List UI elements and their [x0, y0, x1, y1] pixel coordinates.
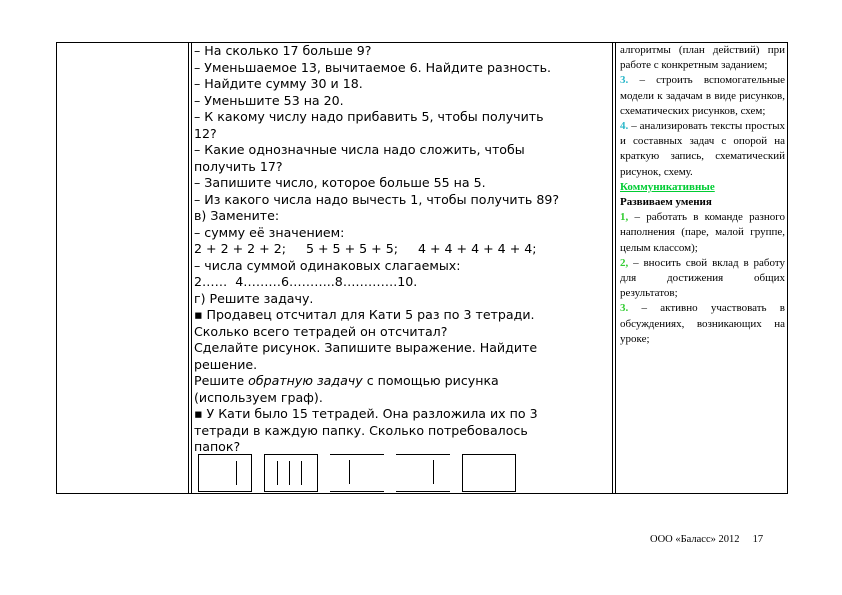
skill-paragraph [620, 119, 788, 180]
column-divider [188, 42, 189, 494]
section-heading: Коммуникативные [620, 180, 715, 193]
folder-box [462, 454, 516, 492]
task-line: – Запишите число, которое больше 55 на 5. [194, 175, 486, 190]
task-line: – Уменьшаемое 13, вычитаемое 6. Найдите разность. [194, 59, 552, 75]
skill-paragraph: алгоритмы (план действий) при работе с конкретным заданием; [620, 44, 785, 72]
folder-box [264, 454, 318, 492]
task-line: папок? [194, 439, 241, 454]
skill-paragraph [620, 301, 788, 347]
task-line: Сколько всего тетрадей он отсчитал? [194, 323, 448, 339]
task-line: – числа суммой одинаковых слагаемых: [194, 257, 461, 273]
task-line: – К какому числу надо прибавить 5, чтобы получить [194, 109, 544, 124]
task-line: тетради в каждую папку. Сколько потребовалось [194, 422, 528, 438]
skill-text: – активно участвовать в обсуждениях, возникающих на уроке; [620, 302, 788, 345]
skill-text: – работать в команде разного наполнения (паре, малой группе, целым классом); [620, 211, 788, 254]
skills-column [620, 43, 788, 347]
folder-diagram [196, 452, 526, 494]
skill-text: – вносить свой вклад в работу для достижения общих результатов; [620, 256, 788, 300]
task-line [194, 373, 610, 390]
task-line: – Из какого числа надо вычесть 1, чтобы получить 89? [194, 191, 560, 207]
column-divider [612, 42, 613, 494]
task-line: – На сколько 17 больше 9? [194, 43, 372, 58]
notebook-mark [277, 461, 278, 485]
column-divider [615, 42, 616, 494]
page-footer [650, 534, 763, 545]
task-line: – Уменьшите 53 на 20. [194, 92, 344, 108]
notebook-mark [289, 461, 290, 485]
item-number: 3. [620, 302, 629, 315]
folder-box [330, 454, 384, 492]
item-number: 4. [620, 120, 629, 133]
task-line: – Найдите сумму 30 и 18. [194, 76, 363, 91]
task-line: в) Замените: [194, 208, 280, 223]
task-line: (используем граф). [194, 389, 323, 405]
inverse-suffix: с помощью рисунка [362, 373, 499, 388]
task-line: 12? [194, 125, 217, 141]
skill-text: – строить вспомогательные модели к задачам в виде рисунков, схематических рисунков, схем; [620, 74, 788, 117]
task-line: получить 17? [194, 158, 283, 174]
task-line: ▪ Продавец отсчитал для Кати 5 раз по 3 тетради. [194, 307, 535, 322]
page-number: 17 [752, 534, 764, 545]
skill-paragraph [620, 256, 788, 302]
inverse-italic: обратную задачу [248, 373, 363, 388]
task-line: – сумму её значением: [194, 224, 345, 240]
notebook-mark [236, 461, 237, 485]
task-line: ▪ У Кати было 15 тетрадей. Она разложила их по 3 [194, 406, 538, 421]
column-divider [191, 42, 192, 494]
task-line: г) Решите задачу. [194, 290, 314, 306]
publisher-text: ООО «Баласс» 2012 [650, 534, 740, 545]
item-number: 1, [620, 211, 629, 224]
notebook-mark [433, 460, 434, 484]
item-number: 2, [620, 256, 629, 269]
tasks-column [194, 43, 610, 456]
inverse-prefix: Решите [194, 373, 249, 388]
skill-paragraph [620, 210, 788, 256]
task-line: – Какие однозначные числа надо сложить, чтобы [194, 142, 525, 157]
folder-box [396, 454, 450, 492]
task-line: 2 + 2 + 2 + 2; 5 + 5 + 5 + 5; 4 + 4 + 4 + 4 + 4; [194, 241, 537, 256]
notebook-mark [349, 460, 350, 484]
notebook-mark [301, 461, 302, 485]
task-line: Сделайте рисунок. Запишите выражение. Найдите [194, 340, 538, 355]
task-line: 2…… 4………6………..8………….10. [194, 274, 418, 289]
item-number: 3. [620, 74, 629, 87]
task-line: решение. [194, 356, 258, 372]
section-subheading: Развиваем умения [620, 196, 712, 209]
folder-box [198, 454, 252, 492]
skill-paragraph [620, 73, 788, 119]
skill-text: – анализировать тексты простых и составных задач с опорой на краткую запись, схематический рисунок, схему. [620, 120, 788, 178]
